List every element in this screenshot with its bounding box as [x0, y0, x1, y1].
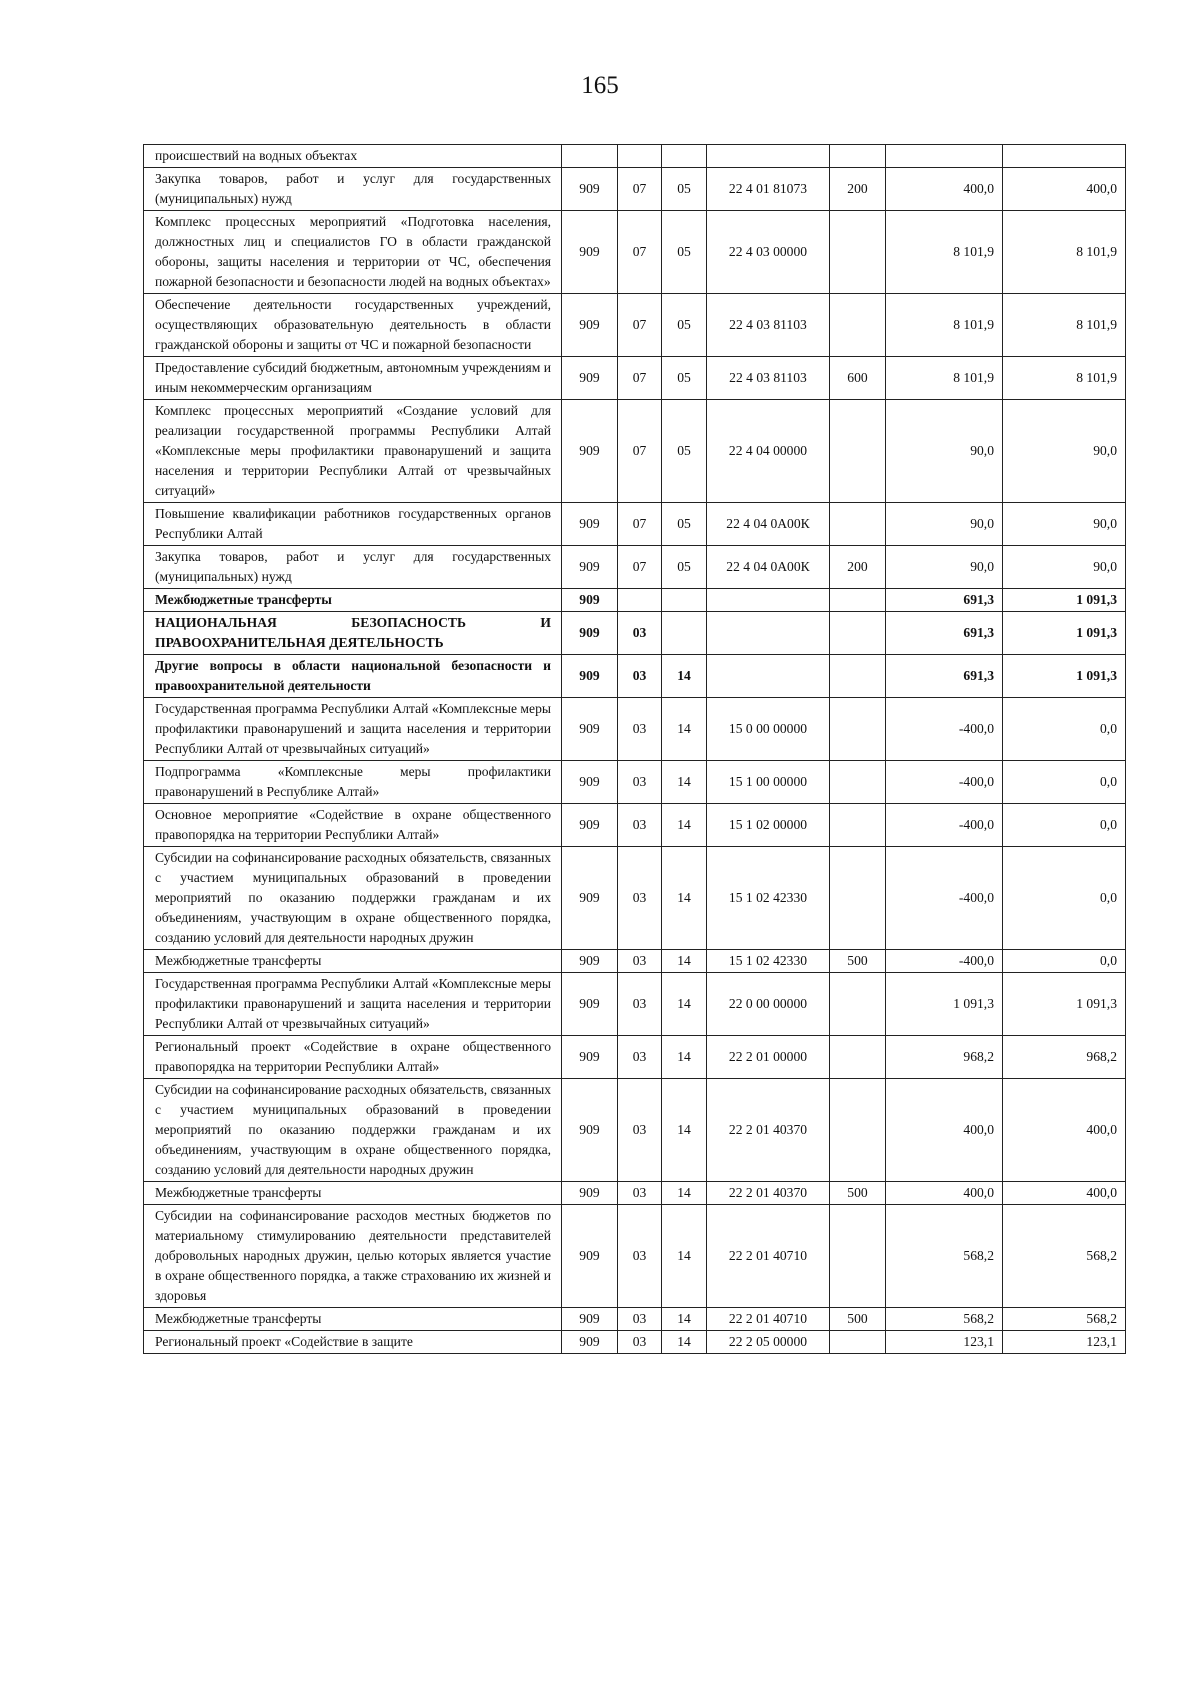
admin-code-cell: 909	[562, 211, 618, 294]
expense-type-cell	[830, 1036, 886, 1079]
section-code-cell: 03	[618, 1331, 662, 1354]
amount-1-cell: 90,0	[886, 400, 1003, 503]
section-code-cell: 03	[618, 1205, 662, 1308]
amount-1-cell: 691,3	[886, 589, 1003, 612]
admin-code-cell: 909	[562, 400, 618, 503]
amount-1-cell: 8 101,9	[886, 357, 1003, 400]
amount-2-cell: 400,0	[1003, 1079, 1126, 1182]
table-row	[144, 145, 1126, 168]
amount-1-cell: 8 101,9	[886, 211, 1003, 294]
section-code-cell: 03	[618, 1036, 662, 1079]
row-name-cell: Межбюджетные трансферты	[144, 950, 562, 973]
admin-code-cell: 909	[562, 589, 618, 612]
subsection-code-cell: 05	[662, 211, 707, 294]
admin-code-cell: 909	[562, 294, 618, 357]
subsection-code-cell: 14	[662, 761, 707, 804]
row-name-cell: происшествий на водных объектах	[144, 145, 562, 168]
expense-type-cell: 200	[830, 168, 886, 211]
section-code-cell: 03	[618, 973, 662, 1036]
amount-2-cell: 0,0	[1003, 698, 1126, 761]
admin-code-cell: 909	[562, 950, 618, 973]
table-row	[144, 589, 1126, 612]
row-name-cell: Повышение квалификации работников государственных органов Республики Алтай	[144, 503, 562, 546]
row-name-cell: НАЦИОНАЛЬНАЯ БЕЗОПАСНОСТЬ И ПРАВООХРАНИТЕЛЬНАЯ ДЕЯТЕЛЬНОСТЬ	[144, 612, 562, 655]
section-code-cell: 07	[618, 294, 662, 357]
table-row	[144, 211, 1126, 294]
section-code-cell: 03	[618, 1182, 662, 1205]
amount-2-cell	[1003, 145, 1126, 168]
row-name-cell: Межбюджетные трансферты	[144, 1308, 562, 1331]
section-code-cell	[618, 589, 662, 612]
row-name-cell: Межбюджетные трансферты	[144, 589, 562, 612]
admin-code-cell: 909	[562, 357, 618, 400]
row-name-cell: Основное мероприятие «Содействие в охране общественного правопорядка на территории Республики Алтай»	[144, 804, 562, 847]
row-name-cell: Закупка товаров, работ и услуг для государственных (муниципальных) нужд	[144, 168, 562, 211]
subsection-code-cell: 14	[662, 1331, 707, 1354]
table-row	[144, 400, 1126, 503]
table-row	[144, 1331, 1126, 1354]
budget-table	[143, 144, 1126, 1354]
admin-code-cell: 909	[562, 1036, 618, 1079]
section-code-cell: 03	[618, 612, 662, 655]
amount-2-cell: 1 091,3	[1003, 612, 1126, 655]
budget-table-body	[144, 145, 1126, 1354]
section-code-cell: 03	[618, 1079, 662, 1182]
expense-type-cell	[830, 698, 886, 761]
admin-code-cell: 909	[562, 168, 618, 211]
subsection-code-cell	[662, 589, 707, 612]
admin-code-cell: 909	[562, 503, 618, 546]
subsection-code-cell	[662, 612, 707, 655]
admin-code-cell: 909	[562, 655, 618, 698]
amount-1-cell: 400,0	[886, 168, 1003, 211]
amount-1-cell: 968,2	[886, 1036, 1003, 1079]
amount-2-cell: 400,0	[1003, 1182, 1126, 1205]
section-code-cell: 03	[618, 847, 662, 950]
amount-1-cell: -400,0	[886, 804, 1003, 847]
table-row	[144, 761, 1126, 804]
target-article-cell: 22 4 04 0А00К	[707, 546, 830, 589]
amount-1-cell: 1 091,3	[886, 973, 1003, 1036]
section-code-cell: 07	[618, 211, 662, 294]
amount-1-cell: 90,0	[886, 546, 1003, 589]
target-article-cell: 15 0 00 00000	[707, 698, 830, 761]
amount-2-cell: 568,2	[1003, 1308, 1126, 1331]
expense-type-cell: 500	[830, 1308, 886, 1331]
table-row	[144, 357, 1126, 400]
row-name-cell: Субсидии на софинансирование расходных обязательств, связанных с участием муниципальных образований в проведении мероприятий по оказанию поддержки гражданам и их объединениям, участвующим в охране общественного порядка, созданию условий для деятельности народных дружин	[144, 847, 562, 950]
target-article-cell: 22 2 01 40370	[707, 1079, 830, 1182]
expense-type-cell	[830, 589, 886, 612]
admin-code-cell: 909	[562, 1205, 618, 1308]
target-article-cell: 22 4 03 81103	[707, 357, 830, 400]
section-code-cell: 03	[618, 698, 662, 761]
amount-1-cell: 691,3	[886, 612, 1003, 655]
row-name-cell: Комплекс процессных мероприятий «Подготовка населения, должностных лиц и специалистов ГО в области гражданской обороны, защиты населения и территории от ЧС, обеспечения пожарной безопасности и безопасности людей на водных объектах»	[144, 211, 562, 294]
amount-1-cell: 691,3	[886, 655, 1003, 698]
expense-type-cell	[830, 400, 886, 503]
expense-type-cell	[830, 804, 886, 847]
subsection-code-cell: 05	[662, 546, 707, 589]
table-row	[144, 973, 1126, 1036]
amount-2-cell: 8 101,9	[1003, 211, 1126, 294]
subsection-code-cell: 05	[662, 357, 707, 400]
section-code-cell: 07	[618, 503, 662, 546]
row-name-cell: Государственная программа Республики Алтай «Комплексные меры профилактики правонарушений и защита населения и территории Республики Алтай от чрезвычайных ситуаций»	[144, 973, 562, 1036]
amount-2-cell: 90,0	[1003, 503, 1126, 546]
admin-code-cell: 909	[562, 804, 618, 847]
subsection-code-cell: 14	[662, 847, 707, 950]
subsection-code-cell: 14	[662, 973, 707, 1036]
expense-type-cell: 500	[830, 950, 886, 973]
expense-type-cell: 200	[830, 546, 886, 589]
admin-code-cell: 909	[562, 546, 618, 589]
subsection-code-cell: 05	[662, 503, 707, 546]
amount-1-cell: -400,0	[886, 698, 1003, 761]
section-code-cell	[618, 145, 662, 168]
admin-code-cell: 909	[562, 847, 618, 950]
amount-2-cell: 1 091,3	[1003, 589, 1126, 612]
expense-type-cell	[830, 211, 886, 294]
subsection-code-cell: 14	[662, 950, 707, 973]
table-row	[144, 1308, 1126, 1331]
amount-1-cell: 568,2	[886, 1308, 1003, 1331]
target-article-cell: 22 2 01 40710	[707, 1205, 830, 1308]
target-article-cell: 15 1 02 00000	[707, 804, 830, 847]
table-row	[144, 503, 1126, 546]
subsection-code-cell: 05	[662, 168, 707, 211]
admin-code-cell: 909	[562, 1079, 618, 1182]
subsection-code-cell: 14	[662, 1308, 707, 1331]
amount-2-cell: 90,0	[1003, 400, 1126, 503]
admin-code-cell: 909	[562, 1331, 618, 1354]
target-article-cell: 22 0 00 00000	[707, 973, 830, 1036]
table-row	[144, 655, 1126, 698]
target-article-cell: 22 4 03 00000	[707, 211, 830, 294]
target-article-cell: 15 1 02 42330	[707, 950, 830, 973]
row-name-cell: Закупка товаров, работ и услуг для государственных (муниципальных) нужд	[144, 546, 562, 589]
amount-1-cell: -400,0	[886, 761, 1003, 804]
target-article-cell	[707, 589, 830, 612]
amount-1-cell: -400,0	[886, 950, 1003, 973]
row-name-cell: Субсидии на софинансирование расходных обязательств, связанных с участием муниципальных образований в проведении мероприятий по оказанию поддержки гражданам и их объединениям, участвующим в охране общественного порядка, созданию условий для деятельности народных дружин	[144, 1079, 562, 1182]
target-article-cell: 22 4 03 81103	[707, 294, 830, 357]
subsection-code-cell: 14	[662, 1182, 707, 1205]
expense-type-cell	[830, 503, 886, 546]
section-code-cell: 03	[618, 1308, 662, 1331]
amount-2-cell: 0,0	[1003, 804, 1126, 847]
section-code-cell: 07	[618, 357, 662, 400]
expense-type-cell	[830, 847, 886, 950]
amount-1-cell: 568,2	[886, 1205, 1003, 1308]
section-code-cell: 03	[618, 655, 662, 698]
admin-code-cell	[562, 145, 618, 168]
target-article-cell	[707, 612, 830, 655]
row-name-cell: Подпрограмма «Комплексные меры профилактики правонарушений в Республике Алтай»	[144, 761, 562, 804]
subsection-code-cell	[662, 145, 707, 168]
row-name-cell: Предоставление субсидий бюджетным, автономным учреждениям и иным некоммерческим организациям	[144, 357, 562, 400]
expense-type-cell	[830, 973, 886, 1036]
amount-2-cell: 968,2	[1003, 1036, 1126, 1079]
expense-type-cell	[830, 145, 886, 168]
table-row	[144, 612, 1126, 655]
amount-2-cell: 1 091,3	[1003, 655, 1126, 698]
row-name-cell: Государственная программа Республики Алтай «Комплексные меры профилактики правонарушений и защита населения и территории Республики Алтай от чрезвычайных ситуаций»	[144, 698, 562, 761]
amount-1-cell: 8 101,9	[886, 294, 1003, 357]
amount-2-cell: 568,2	[1003, 1205, 1126, 1308]
expense-type-cell	[830, 294, 886, 357]
expense-type-cell	[830, 1205, 886, 1308]
row-name-cell: Региональный проект «Содействие в охране общественного правопорядка на территории Республики Алтай»	[144, 1036, 562, 1079]
expense-type-cell	[830, 1079, 886, 1182]
section-code-cell: 07	[618, 546, 662, 589]
admin-code-cell: 909	[562, 761, 618, 804]
target-article-cell: 22 2 01 00000	[707, 1036, 830, 1079]
amount-1-cell: 90,0	[886, 503, 1003, 546]
admin-code-cell: 909	[562, 612, 618, 655]
subsection-code-cell: 14	[662, 1079, 707, 1182]
amount-2-cell: 400,0	[1003, 168, 1126, 211]
target-article-cell: 15 1 00 00000	[707, 761, 830, 804]
amount-1-cell: 123,1	[886, 1331, 1003, 1354]
subsection-code-cell: 14	[662, 1036, 707, 1079]
expense-type-cell	[830, 1331, 886, 1354]
admin-code-cell: 909	[562, 1308, 618, 1331]
row-name-cell: Субсидии на софинансирование расходов местных бюджетов по материальному стимулированию деятельности представителей добровольных народных дружин, целью которых является участие в охране общественного порядка, а также страхованию их жизней и здоровья	[144, 1205, 562, 1308]
amount-2-cell: 0,0	[1003, 847, 1126, 950]
target-article-cell: 22 2 01 40710	[707, 1308, 830, 1331]
subsection-code-cell: 14	[662, 804, 707, 847]
amount-1-cell	[886, 145, 1003, 168]
table-row	[144, 1036, 1126, 1079]
amount-1-cell: -400,0	[886, 847, 1003, 950]
row-name-cell: Межбюджетные трансферты	[144, 1182, 562, 1205]
section-code-cell: 03	[618, 950, 662, 973]
subsection-code-cell: 14	[662, 655, 707, 698]
table-row	[144, 1205, 1126, 1308]
table-row	[144, 698, 1126, 761]
section-code-cell: 03	[618, 761, 662, 804]
amount-2-cell: 8 101,9	[1003, 294, 1126, 357]
target-article-cell	[707, 145, 830, 168]
row-name-cell: Обеспечение деятельности государственных учреждений, осуществляющих образовательную деятельность в области гражданской обороны и защиты от ЧС и пожарной безопасности	[144, 294, 562, 357]
amount-2-cell: 90,0	[1003, 546, 1126, 589]
target-article-cell: 22 2 01 40370	[707, 1182, 830, 1205]
section-code-cell: 07	[618, 400, 662, 503]
expense-type-cell	[830, 761, 886, 804]
table-row	[144, 804, 1126, 847]
table-row	[144, 950, 1126, 973]
section-code-cell: 03	[618, 804, 662, 847]
target-article-cell: 22 4 04 0А00К	[707, 503, 830, 546]
subsection-code-cell: 05	[662, 400, 707, 503]
target-article-cell: 22 4 04 00000	[707, 400, 830, 503]
table-row	[144, 847, 1126, 950]
subsection-code-cell: 14	[662, 1205, 707, 1308]
admin-code-cell: 909	[562, 1182, 618, 1205]
table-row	[144, 1079, 1126, 1182]
amount-2-cell: 0,0	[1003, 950, 1126, 973]
target-article-cell	[707, 655, 830, 698]
expense-type-cell: 600	[830, 357, 886, 400]
amount-2-cell: 123,1	[1003, 1331, 1126, 1354]
table-row	[144, 546, 1126, 589]
amount-2-cell: 8 101,9	[1003, 357, 1126, 400]
admin-code-cell: 909	[562, 698, 618, 761]
table-row	[144, 1182, 1126, 1205]
target-article-cell: 15 1 02 42330	[707, 847, 830, 950]
expense-type-cell	[830, 612, 886, 655]
page-number: 165	[581, 72, 619, 99]
amount-2-cell: 0,0	[1003, 761, 1126, 804]
table-row	[144, 168, 1126, 211]
expense-type-cell	[830, 655, 886, 698]
table-row	[144, 294, 1126, 357]
subsection-code-cell: 05	[662, 294, 707, 357]
subsection-code-cell: 14	[662, 698, 707, 761]
expense-type-cell: 500	[830, 1182, 886, 1205]
admin-code-cell: 909	[562, 973, 618, 1036]
amount-1-cell: 400,0	[886, 1079, 1003, 1182]
target-article-cell: 22 4 01 81073	[707, 168, 830, 211]
target-article-cell: 22 2 05 00000	[707, 1331, 830, 1354]
amount-1-cell: 400,0	[886, 1182, 1003, 1205]
row-name-cell: Другие вопросы в области национальной безопасности и правоохранительной деятельности	[144, 655, 562, 698]
row-name-cell: Комплекс процессных мероприятий «Создание условий для реализации государственной программы Республики Алтай «Комплексные меры профилактики правонарушений и защита населения и территории Республики Алтай от чрезвычайных ситуаций»	[144, 400, 562, 503]
amount-2-cell: 1 091,3	[1003, 973, 1126, 1036]
row-name-cell: Региональный проект «Содействие в защите	[144, 1331, 562, 1354]
section-code-cell: 07	[618, 168, 662, 211]
